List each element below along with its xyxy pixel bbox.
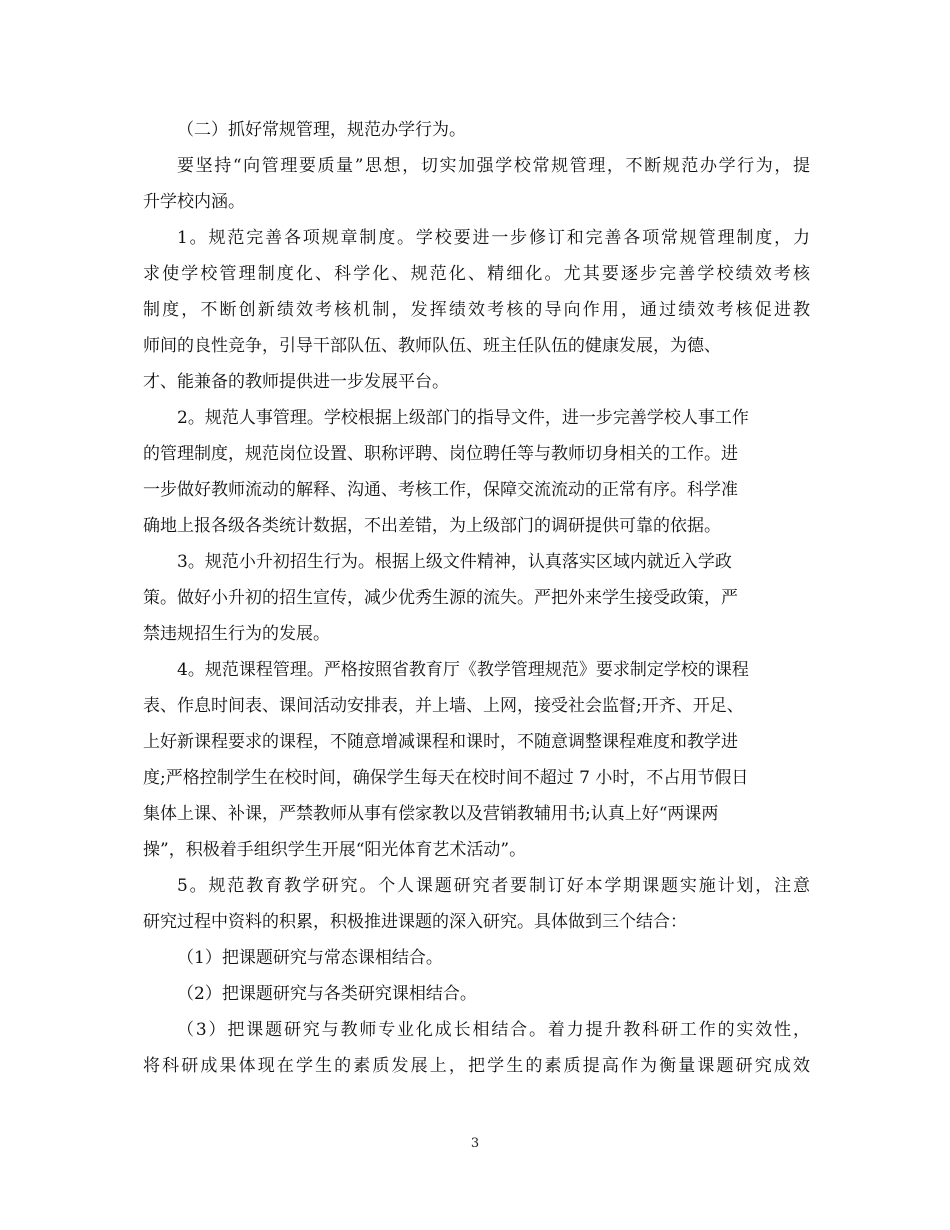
- text-line: 制度，不断创新绩效考核机制，发挥绩效考核的导向作用，通过绩效考核促进教: [143, 300, 810, 320]
- text-line: 5。规范教育教学研究。个人课题研究者要制订好本学期课题实施计划，注意: [177, 876, 810, 896]
- section-heading: （二）抓好常规管理，规范办学行为。: [177, 120, 466, 140]
- text-line: 4。规范课程管理。严格按照省教育厅《教学管理规范》要求制定学校的课程: [177, 660, 749, 680]
- text-line: 一步做好教师流动的解释、沟通、考核工作，保障交流流动的正常有序。科学准: [143, 480, 738, 500]
- text-line: 操”，积极着手组织学生开展“阳光体育艺术活动”。: [143, 840, 527, 860]
- text-line: （3）把课题研究与教师专业化成长相结合。着力提升教科研工作的实效性，: [177, 1020, 810, 1040]
- text-line: 升学校内涵。: [143, 192, 245, 212]
- text-line: 集体上课、补课，严禁教师从事有偿家教以及营销教辅用书;认真上好“两课两: [143, 804, 719, 824]
- text-line: 的管理制度，规范岗位设置、职称评聘、岗位聘任等与教师切身相关的工作。进: [143, 444, 738, 464]
- text-line: 要坚持“向管理要质量”思想，切实加强学校常规管理，不断规范办学行为，提: [177, 156, 810, 176]
- text-line: 表、作息时间表、课间活动安排表，并上墙、上网，接受社会监督;开齐、开足、: [143, 696, 744, 716]
- text-line: 师间的良性竞争，引导干部队伍、教师队伍、班主任队伍的健康发展，为德、: [143, 336, 721, 356]
- text-line: （2）把课题研究与各类研究课相结合。: [177, 984, 477, 1004]
- text-line: 上好新课程要求的课程，不随意增减课程和课时，不随意调整课程难度和教学进: [143, 732, 738, 752]
- page-number: 3: [470, 1136, 480, 1151]
- text-line: 将科研成果体现在学生的素质发展上，把学生的素质提高作为衡量课题研究成效: [143, 1056, 810, 1076]
- text-line: （1）把课题研究与常态课相结合。: [177, 948, 443, 968]
- text-line: 研究过程中资料的积累，积极推进课题的深入研究。具体做到三个结合：: [143, 912, 687, 932]
- text-line: 确地上报各级各类统计数据，不出差错，为上级部门的调研提供可靠的依据。: [143, 516, 721, 536]
- text-line: 1。规范完善各项规章制度。学校要进一步修订和完善各项常规管理制度，力: [177, 228, 810, 248]
- text-line: 3。规范小升初招生行为。根据上级文件精神，认真落实区域内就近入学政: [177, 552, 732, 572]
- text-line: 2。规范人事管理。学校根据上级部门的指导文件，进一步完善学校人事工作: [177, 408, 749, 428]
- text-line: 求使学校管理制度化、科学化、规范化、精细化。尤其要逐步完善学校绩效考核: [143, 264, 810, 284]
- text-line: 才、能兼备的教师提供进一步发展平台。: [143, 372, 449, 392]
- document-body: [143, 112, 810, 1084]
- text-line: 度;严格控制学生在校时间，确保学生每天在校时间不超过 7 小时，不占用节假日: [143, 768, 749, 788]
- text-line: 策。做好小升初的招生宣传，减少优秀生源的流失。严把外来学生接受政策，严: [143, 588, 738, 608]
- text-line: 禁违规招生行为的发展。: [143, 624, 330, 644]
